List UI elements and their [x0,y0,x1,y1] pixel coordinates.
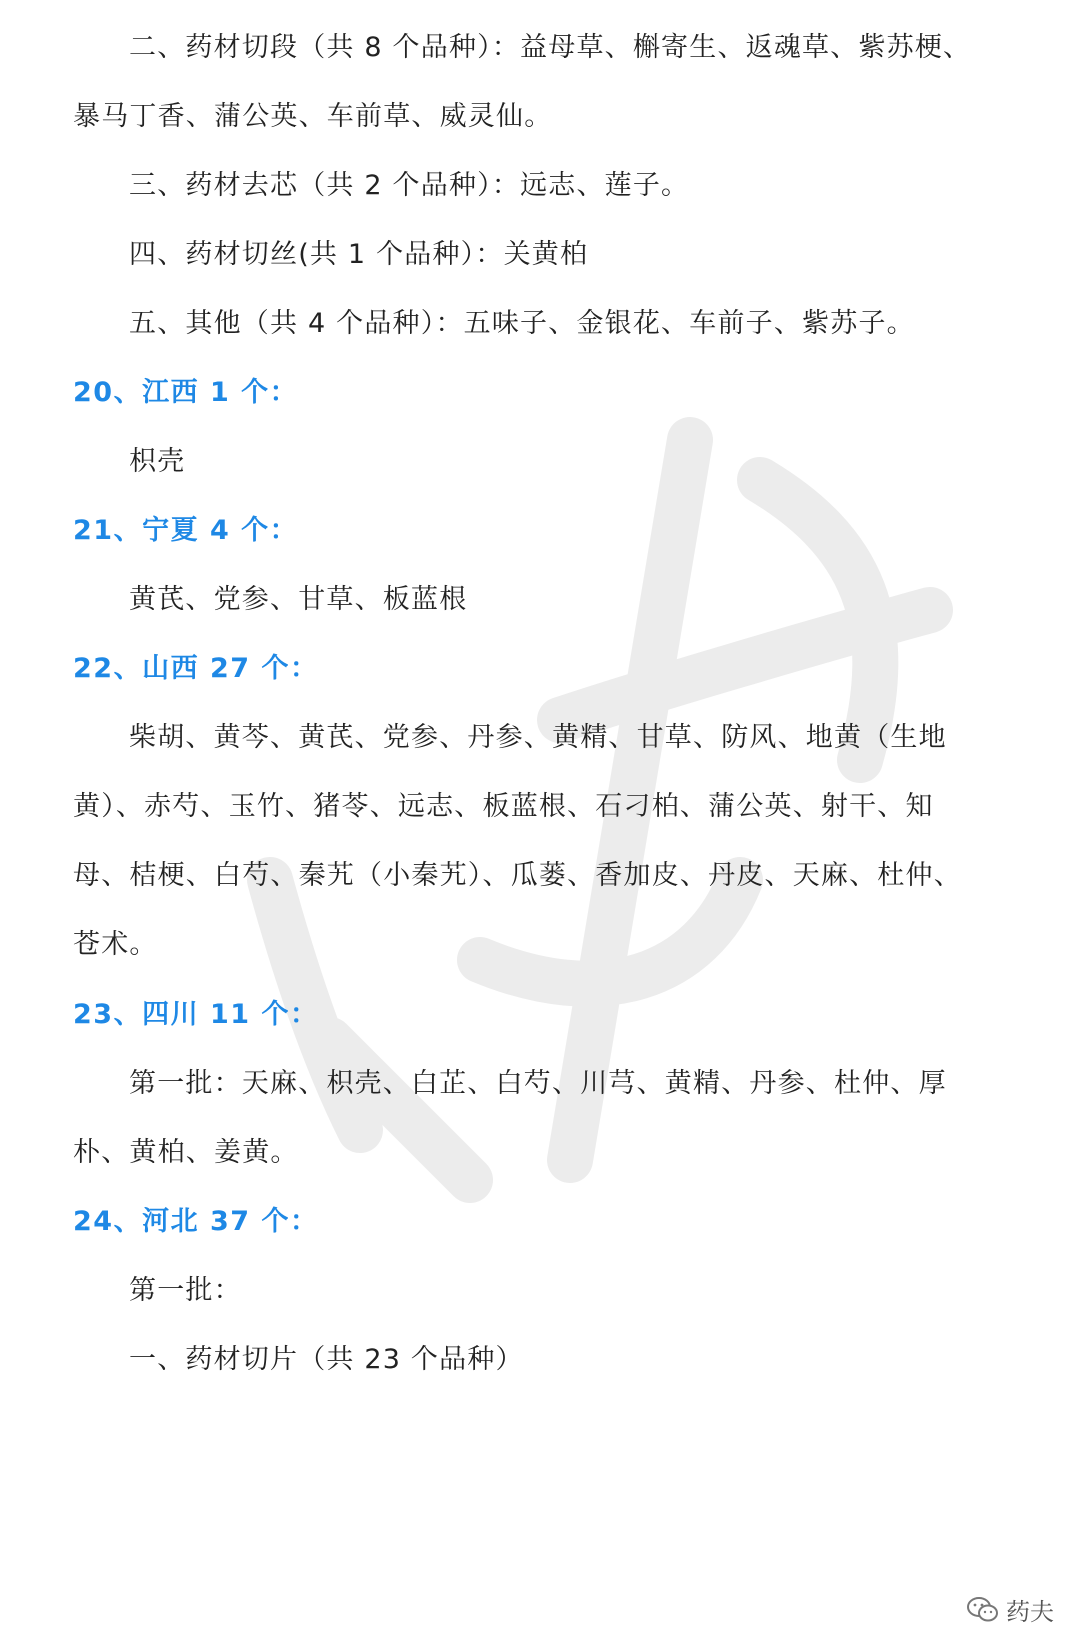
text-line: 五、其他（共 4 个品种）：五味子、金银花、车前子、紫苏子。 [129,308,915,339]
text-line: 黄芪、党参、甘草、板蓝根 [129,584,468,615]
wechat-icon [966,1596,1000,1624]
account-name: 药夫 [1006,1598,1054,1626]
section-heading-jiangxi: 20、江西 1 个： [73,377,299,408]
text-line: 苍术。 [73,929,158,960]
text-line: 三、药材去芯（共 2 个品种）：远志、莲子。 [129,170,690,201]
text-line: 二、药材切段（共 8 个品种）：益母草、槲寄生、返魂草、紫苏梗、 [129,32,972,63]
text-line: 柴胡、黄芩、黄芪、党参、丹参、黄精、甘草、防风、地黄（生地 [129,722,947,753]
text-line: 朴、黄柏、姜黄。 [73,1137,299,1168]
text-line: 一、药材切片（共 23 个品种） [129,1344,524,1375]
text-line: 四、药材切丝(共 1 个品种）：关黄柏 [129,239,589,270]
text-line: 枳壳 [129,446,186,477]
text-line: 黄）、赤芍、玉竹、猪苓、远志、板蓝根、石刁柏、蒲公英、射干、知 [73,791,934,822]
section-heading-shanxi: 22、山西 27 个： [73,653,319,684]
section-heading-sichuan: 23、四川 11 个： [73,999,319,1030]
text-line: 暴马丁香、蒲公英、车前草、威灵仙。 [73,101,553,132]
text-line: 第一批： [129,1275,242,1306]
section-heading-ningxia: 21、宁夏 4 个： [73,515,299,546]
text-line: 母、桔梗、白芍、秦艽（小秦艽）、瓜蒌、香加皮、丹皮、天麻、杜仲、 [73,860,962,891]
section-heading-hebei: 24、河北 37 个： [73,1206,319,1237]
text-line: 第一批：天麻、枳壳、白芷、白芍、川芎、黄精、丹参、杜仲、厚 [129,1068,947,1099]
account-attribution [966,1592,1054,1627]
